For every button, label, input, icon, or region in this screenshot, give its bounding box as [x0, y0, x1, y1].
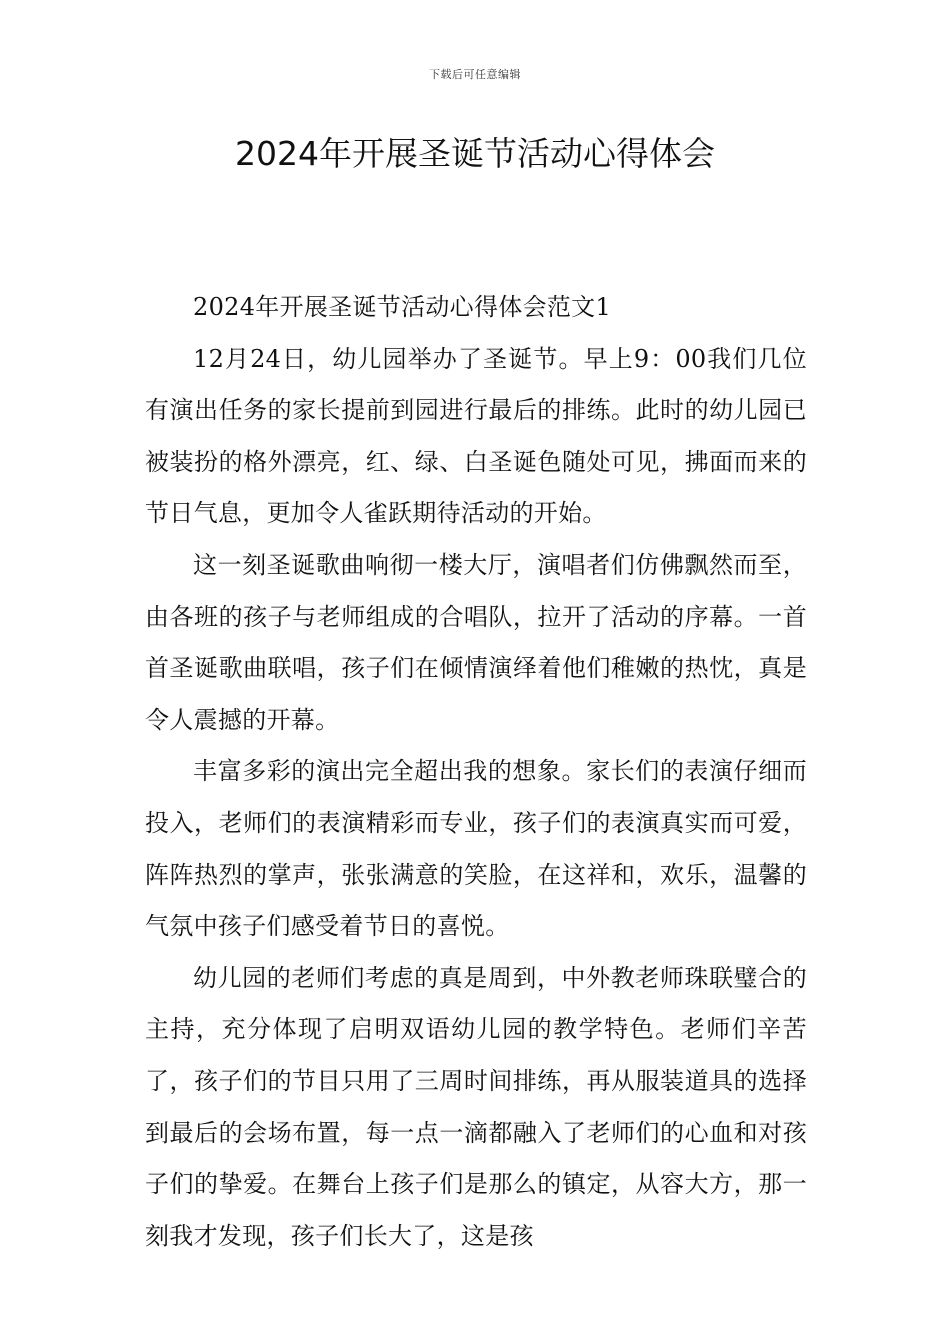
paragraph-1: 12月24日，幼儿园举办了圣诞节。早上9：00我们几位有演出任务的家长提前到园进行最后的排练。此时的幼儿园已被装扮的格外漂亮，红、绿、白圣诞色随处可见，拂面而来的节日气息，更加令人雀跃期待活动的开始。 [145, 344, 807, 528]
paragraph-3: 丰富多彩的演出完全超出我的想象。家长们的表演仔细而投入，老师们的表演精彩而专业，孩子们的表演真实而可爱，阵阵热烈的掌声，张张满意的笑脸，在这祥和，欢乐，温馨的气氛中孩子们感受着节日的喜悦。 [145, 757, 807, 941]
header-note: 下载后可任意编辑 [429, 68, 521, 81]
document-body [145, 282, 807, 1262]
document-title: 2024年开展圣诞节活动心得体会 [235, 134, 715, 173]
section-subtitle: 2024年开展圣诞节活动心得体会范文1 [193, 293, 612, 321]
paragraph-4: 幼儿园的老师们考虑的真是周到，中外教老师珠联璧合的主持，充分体现了启明双语幼儿园的教学特色。老师们辛苦了，孩子们的节目只用了三周时间排练，再从服装道具的选择到最后的会场布置，每一点一滴都融入了老师们的心血和对孩子们的挚爱。在舞台上孩子们是那么的镇定，从容大方，那一刻我才发现，孩子们长大了，这是孩 [145, 963, 807, 1250]
paragraph-2: 这一刻圣诞歌曲响彻一楼大厅，演唱者们仿佛飘然而至，由各班的孩子与老师组成的合唱队，拉开了活动的序幕。一首首圣诞歌曲联唱，孩子们在倾情演绎着他们稚嫩的热忱，真是令人震撼的开幕。 [145, 550, 807, 734]
